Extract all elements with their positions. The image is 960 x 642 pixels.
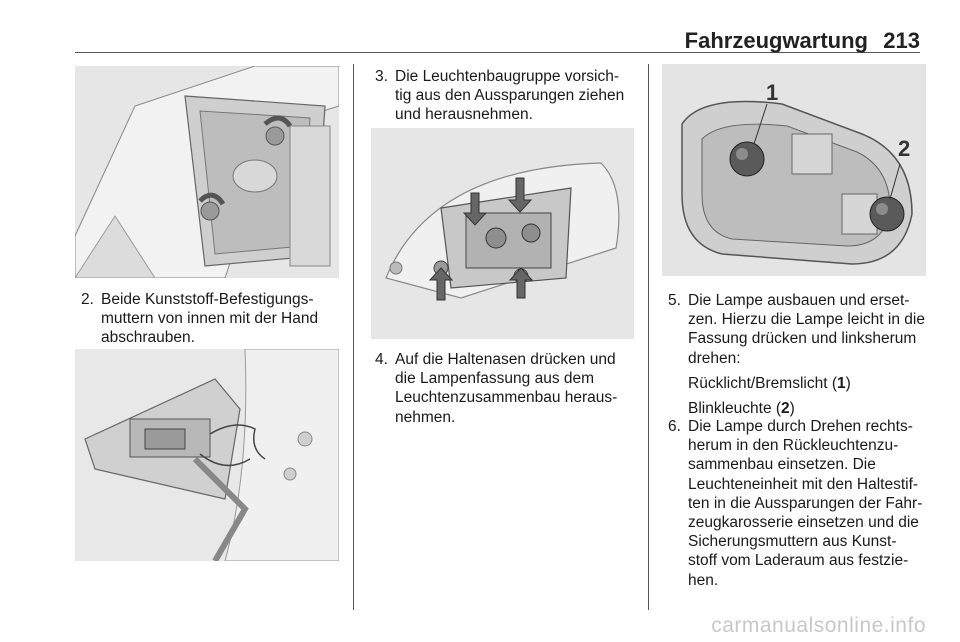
column-divider-1 xyxy=(353,64,354,610)
step-3-line: tig aus den Aussparungen ziehen xyxy=(395,87,625,105)
step-4-line: Leuchtenzusammenbau heraus- xyxy=(395,389,618,407)
figure-lamp-unit-removed xyxy=(75,349,339,561)
step-2-line: muttern von innen mit der Hand xyxy=(101,310,319,328)
figure-bulb-holder xyxy=(662,64,926,276)
step-5-line: drehen: xyxy=(688,349,741,367)
step-6-line: Leuchteneinheit mit den Haltestif- xyxy=(688,475,919,493)
step-4-number: 4. xyxy=(375,351,388,368)
figure-fastening-nuts xyxy=(75,66,339,278)
step-6-line: hen. xyxy=(688,571,719,589)
step-6-line: ten in die Aussparungen der Fahr- xyxy=(688,494,923,512)
step-5-number: 5. xyxy=(668,292,681,309)
section-title: Fahrzeugwartung xyxy=(684,28,868,53)
step-3-text xyxy=(395,67,643,125)
step-3-line: und herausnehmen. xyxy=(395,106,533,124)
step-6-line: stoff vom Laderaum aus festzie- xyxy=(688,552,909,570)
step-4-text xyxy=(395,350,643,427)
step-6-line: herum in den Rückleuchtenzu- xyxy=(688,437,899,455)
step-5-item-turn-signal: Blinkleuchte (2) xyxy=(688,400,795,418)
figure-label-1: 1 xyxy=(766,80,779,105)
step-5-line: Die Lampe ausbauen und erset- xyxy=(688,292,910,309)
ref-2: 2 xyxy=(781,400,790,418)
step-5-item-rear-brake-light: Rücklicht/Bremslicht (1) xyxy=(688,374,851,392)
bulb-holder-illustration xyxy=(662,64,926,276)
tail-lamp-arrows-illustration xyxy=(371,128,634,339)
step-5-line: zen. Hierzu die Lampe leicht in die xyxy=(688,311,925,329)
watermark: carmanualsonline.info xyxy=(711,614,926,637)
page-header xyxy=(75,26,920,53)
step-3-line: Die Leuchtenbaugruppe vorsich- xyxy=(395,68,620,85)
figure-tail-lamp-arrows xyxy=(371,128,634,339)
step-6 xyxy=(668,417,938,590)
step-2-number: 2. xyxy=(81,291,94,308)
step-2-text xyxy=(101,290,346,348)
page-number: 213 xyxy=(883,28,920,53)
step-2-line: abschrauben. xyxy=(101,329,195,347)
step-5-line: Fassung drücken und linksherum xyxy=(688,330,917,348)
step-2-line: Beide Kunststoff-Befestigungs- xyxy=(101,291,314,308)
step-6-line: Die Lampe durch Drehen rechts- xyxy=(688,418,913,435)
ref-1: 1 xyxy=(837,374,846,392)
column-divider-2 xyxy=(648,64,649,610)
step-6-line: Sicherungsmuttern aus Kunst- xyxy=(688,533,897,551)
step-4-line: Auf die Haltenasen drücken und xyxy=(395,351,616,368)
step-5 xyxy=(668,291,938,418)
lamp-unit-removed-illustration xyxy=(75,349,339,561)
figure-label-2: 2 xyxy=(898,136,911,161)
step-4-line: die Lampenfassung aus dem xyxy=(395,370,595,388)
step-4-line: nehmen. xyxy=(395,408,456,426)
fastening-nuts-illustration xyxy=(75,66,339,278)
step-6-line: zeugkarosserie einsetzen und die xyxy=(688,514,919,532)
step-5-text xyxy=(688,291,938,368)
step-6-text xyxy=(688,417,938,590)
step-6-line: sammenbau einsetzen. Die xyxy=(688,456,876,474)
step-4 xyxy=(375,350,643,427)
step-6-number: 6. xyxy=(668,418,681,435)
step-3 xyxy=(375,67,643,125)
step-2 xyxy=(81,290,346,348)
step-3-number: 3. xyxy=(375,68,388,85)
